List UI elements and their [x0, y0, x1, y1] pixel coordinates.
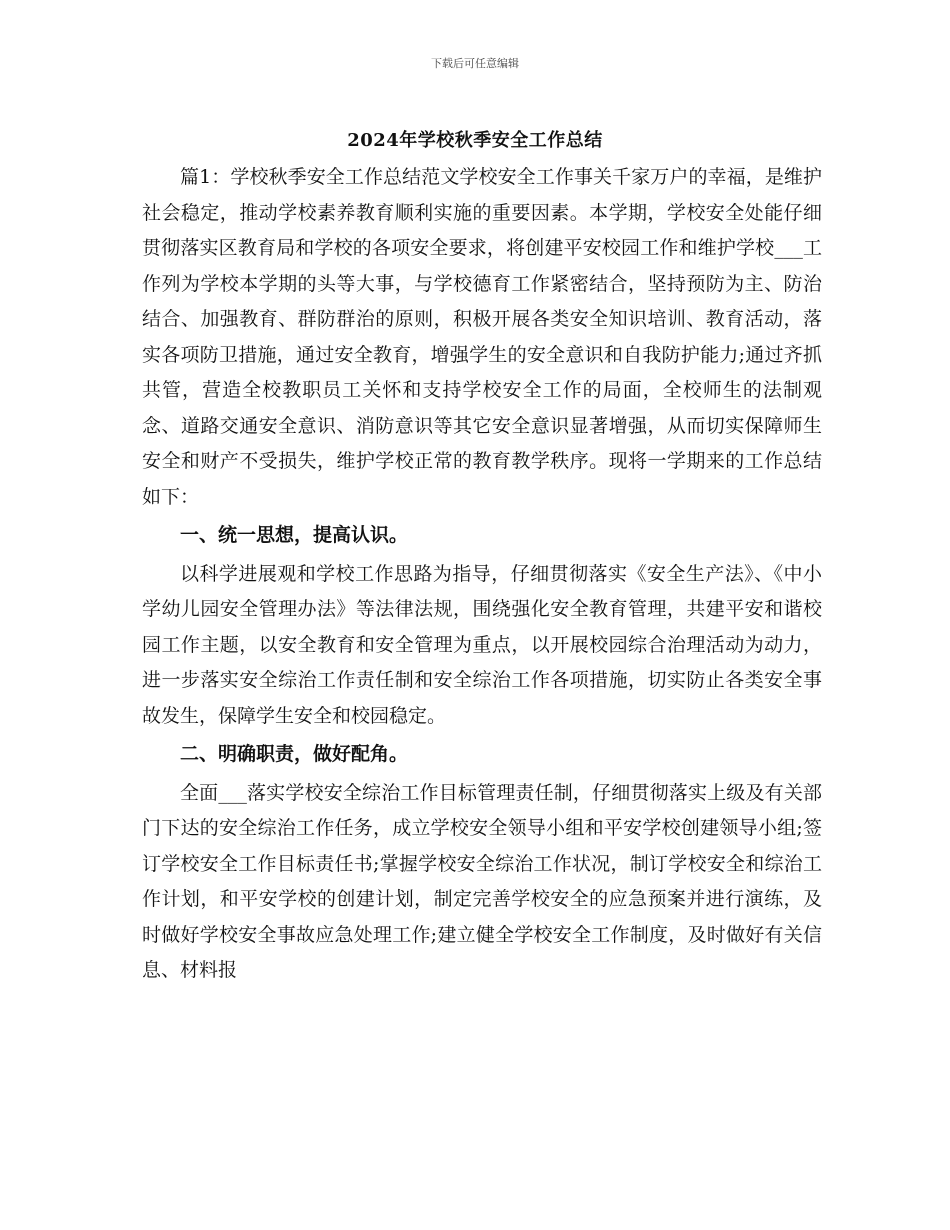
section-heading-1: 一、统一思想，提高认识。 — [180, 524, 409, 546]
paragraph-section-1: 以科学进展观和学校工作思路为指导，仔细贯彻落实《安全生产法》、《中小学幼儿园安全管理办法》等法律法规，围绕强化安全教育管理，共建平安和谐校园工作主题，以安全教育和安全管理为重点，以开展校园综合治理活动为动力，进一步落实安全综治工作责任制和安全综治工作各项措施，切实防止各类安全事故发生，保障学生安全和校园稳定。 — [142, 562, 822, 727]
paragraph-intro: 篇1：学校秋季安全工作总结范文学校安全工作事关千家万户的幸福，是维护社会稳定，推动学校素养教育顺利实施的重要因素。本学期，学校安全处能仔细贯彻落实区教育局和学校的各项安全要求，将创建平安校园工作和维护学校___工作列为学校本学期的头等大事，与学校德育工作紧密结合，坚持预防为主、防治结合、加强教育、群防群治的原则，积极开展各类安全知识培训、教育活动，落实各项防卫措施，通过安全教育，增强学生的安全意识和自我防护能力;通过齐抓共管，营造全校教职员工关怀和支持学校安全工作的局面，全校师生的法制观念、道路交通安全意识、消防意识等其它安全意识显著增强，从而切实保障师生安全和财产不受损失，维护学校正常的教育教学秩序。现将一学期来的工作总结如下： — [142, 166, 822, 508]
document-title: 2024年学校秋季安全工作总结 — [347, 130, 603, 151]
header-note: 下载后可任意编辑 — [431, 57, 519, 70]
document-body — [142, 160, 822, 989]
section-heading-2: 二、明确职责，做好配角。 — [180, 743, 409, 765]
paragraph-section-2: 全面___落实学校安全综治工作目标管理责任制，仔细贯彻落实上级及有关部门下达的安全综治工作任务，成立学校安全领导小组和平安学校创建领导小组;签订学校安全工作目标责任书;掌握学校安全综治工作状况，制订学校安全和综治工作计划，和平安学校的创建计划，制定完善学校安全的应急预案并进行演练，及时做好学校安全事故应急处理工作;建立健全学校安全工作制度，及时做好有关信息、材料报 — [142, 781, 822, 981]
